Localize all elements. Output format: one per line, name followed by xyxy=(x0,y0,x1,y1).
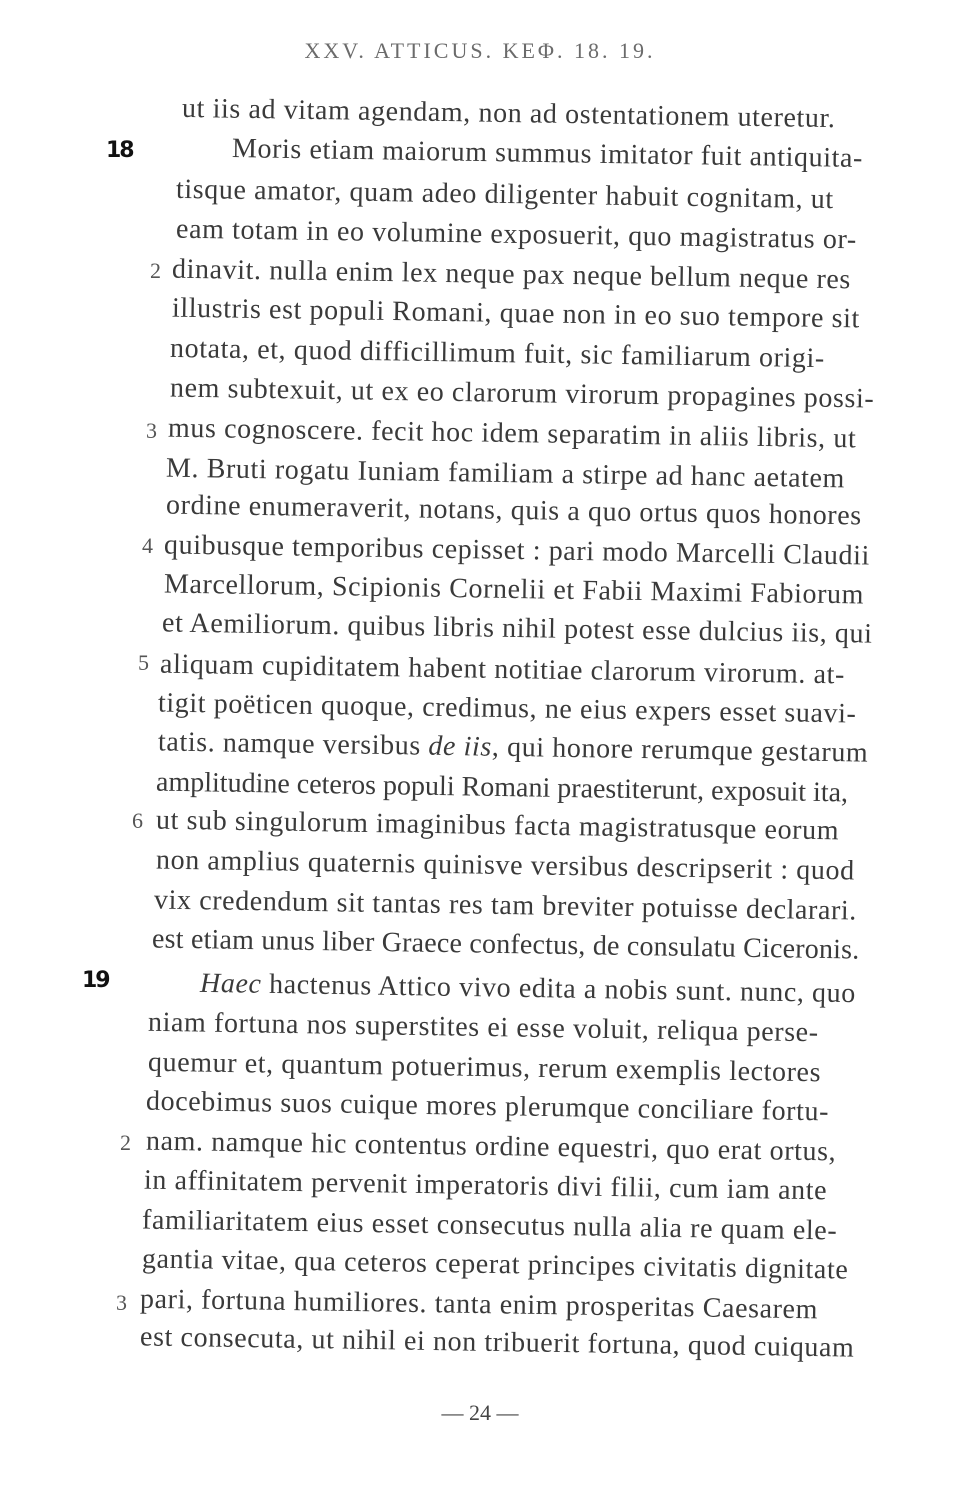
text-line: tisque amator, quam adeo diligenter habuit cognitam, ut xyxy=(175,173,835,216)
text-line: notata, et, quod difficillimum fuit, sic familiarum origi- xyxy=(169,332,826,375)
text-line xyxy=(199,967,857,1010)
text-line: familiaritatem eius esset consecutus nulla alia re quam ele- xyxy=(141,1204,838,1247)
text-line: quemur et, quantum potuerimus, rerum exemplis lectores xyxy=(147,1046,822,1089)
text-line: eam totam in eo volumine exposuerit, quo magistratus or- xyxy=(175,213,858,256)
text-line: ut sub singulorum imaginibus facta magistratusque eorum xyxy=(155,804,840,847)
text-line: Marcellorum, Scipionis Cornelii et Fabii Maximi Fabiorum xyxy=(163,568,865,611)
text-line: docebimus suos cuique mores plerumque conciliare fortu- xyxy=(145,1085,830,1128)
chapter-number-19: 19 xyxy=(82,968,109,993)
text-run: , qui honore rerumque gestarum xyxy=(491,731,869,769)
text-line xyxy=(158,728,869,767)
text-line: ordine enumeraverit, notans, quis a quo ortus quos honores xyxy=(165,489,862,532)
text-line: ut iis ad vitam agendam, non ad ostentationem uteretur. xyxy=(181,92,836,135)
section-number: 6 xyxy=(132,808,143,833)
text-line: M. Bruti rogatu Iuniam familiam a stirpe ad hanc aetatem xyxy=(165,452,846,495)
text-line: non amplius quaternis quinisve versibus descripserit : quod xyxy=(155,844,855,887)
chapter-number-18: 18 xyxy=(106,138,133,163)
section-number: 5 xyxy=(138,650,149,675)
running-head: XXV. ATTICUS. ΚΕΦ. 18. 19. xyxy=(304,38,656,63)
text-line: niam fortuna nos superstites ei esse voluit, reliqua perse- xyxy=(147,1006,819,1049)
text-line: nem subtexuit, ut ex eo clarorum virorum propagines possi- xyxy=(169,372,875,415)
text-line: mus cognoscere. fecit hoc idem separatim in aliis libris, ut xyxy=(167,412,857,455)
text-run: tatis. namque versibus xyxy=(157,726,429,762)
text-line: gantia vitae, qua ceteros ceperat principes civitatis dignitate xyxy=(141,1243,849,1286)
section-number: 3 xyxy=(116,1290,127,1315)
text-run: hactenus Attico vivo edita a nobis sunt. nunc, quo xyxy=(268,968,857,1010)
text-line: et Aemiliorum. quibus libris nihil potest esse dulcius iis, qui xyxy=(161,607,873,650)
text-line: nam. namque hic contentus ordine equestri, quo erat ortus, xyxy=(145,1125,837,1168)
text-line: amplitudine ceteros populi Romani praestiterunt, exposuit ita, xyxy=(155,766,849,809)
text-line: aliquam cupiditatem habent notitiae clarorum virorum. at- xyxy=(159,648,846,691)
text-line: Moris etiam maiorum summus imitator fuit antiquita- xyxy=(231,133,864,174)
text-line: dinavit. nulla enim lex neque pax neque bellum neque res xyxy=(171,253,852,296)
text-line: in affinitatem pervenit imperatoris divi filii, cum iam ante xyxy=(143,1164,828,1207)
section-number: 3 xyxy=(146,418,157,443)
text-line: est etiam unus liber Graece confectus, de consulatu Ciceronis. xyxy=(151,923,860,966)
text-line: pari, fortuna humiliores. tanta enim prosperitas Caesarem xyxy=(139,1283,819,1326)
text-line: quibusque temporibus cepisset : pari modo Marcelli Claudii xyxy=(163,529,871,572)
section-number: 2 xyxy=(120,1130,131,1155)
page-number: — 24 — xyxy=(441,1400,519,1425)
text-line: vix credendum sit tantas res tam breviter potuisse declarari. xyxy=(153,884,858,927)
text-line: illustris est populi Romani, quae non in eo suo tempore sit xyxy=(171,292,861,335)
text-line: est consecuta, ut nihil ei non tribuerit fortuna, quod cuiquam xyxy=(139,1321,855,1364)
text-line: tigit poëticen quoque, credimus, ne eius expers esset suavi- xyxy=(157,687,857,730)
section-number: 2 xyxy=(150,258,161,283)
italic-phrase: de iis xyxy=(428,730,493,763)
section-number: 4 xyxy=(142,533,153,558)
italic-word: Haec xyxy=(199,967,262,1000)
